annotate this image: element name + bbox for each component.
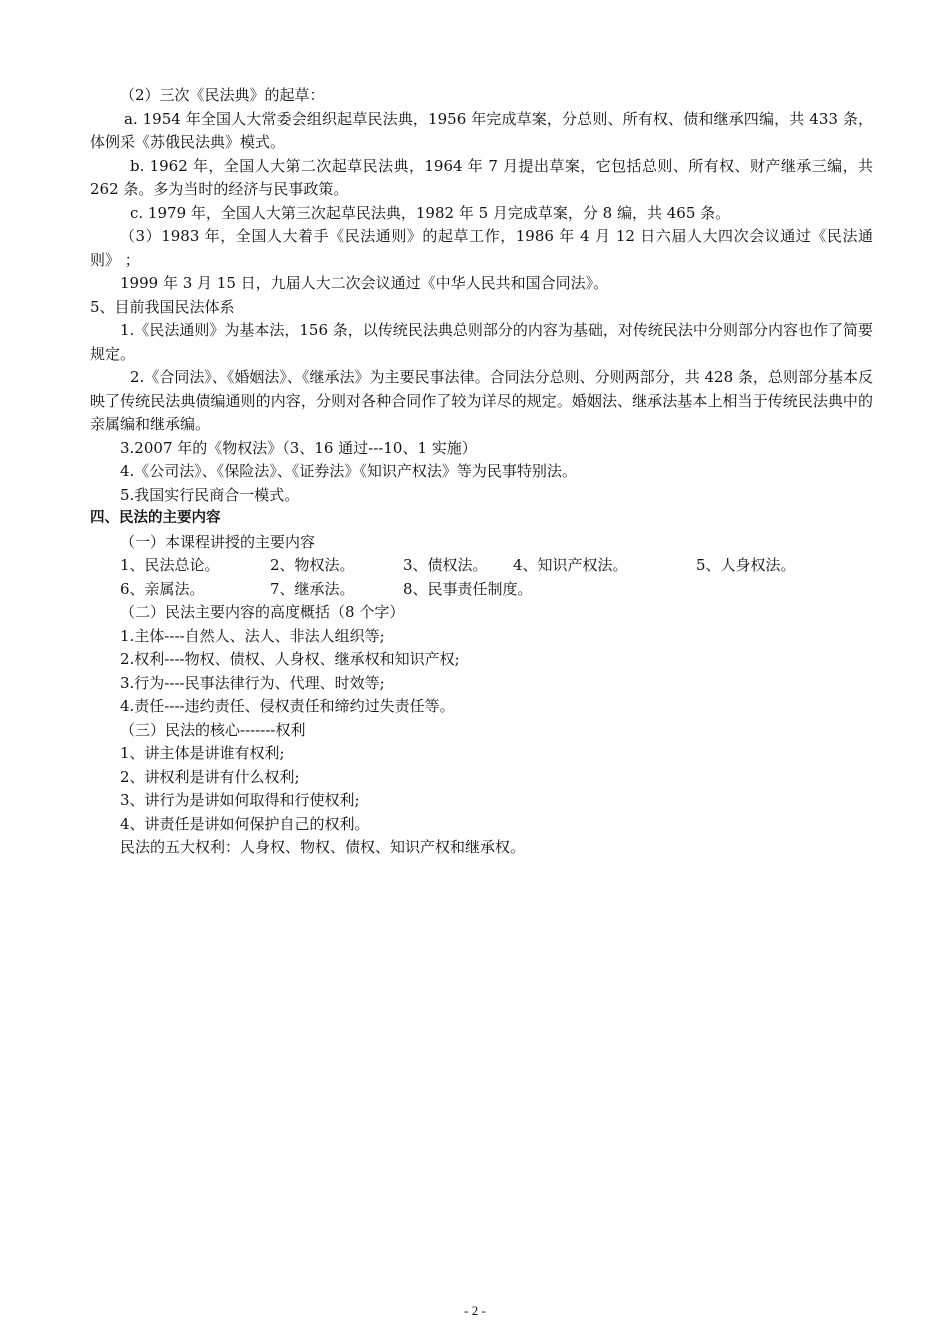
core-item: 1、讲主体是讲谁有权利; — [120, 744, 285, 762]
core-item: 2、讲权利是讲有什么权利; — [120, 767, 300, 786]
content-sub2: （二）民法主要内容的高度概括（8 个字） — [120, 603, 405, 621]
topic-item: 2、物权法。 — [270, 556, 355, 574]
system-item-2: 2.《合同法》、《婚姻法》、《继承法》为主要民事法律。合同法分总则、分则两部分，共 428 条，总则部分基本反映了传统民法典债编通则的内容，分则对各种合同作了较为详尽的规定。婚姻法、继承法基本上相当于传统民法典中的亲属编和继承编。 — [90, 368, 873, 433]
draft-b: b. 1962 年，全国人大第二次起草民法典，1964 年 7 月提出草案，它包括总则、所有权、财产继承三编，共 262 条。多为当时的经济与民事政策。 — [90, 156, 873, 198]
contract-law-paragraph: 1999 年 3 月 15 日，九届人大二次会议通过《中华人民共和国合同法》。 — [120, 274, 609, 292]
page-number: - 2 - — [464, 1303, 486, 1318]
content-heading: 四、民法的主要内容 — [90, 510, 221, 526]
topic-item: 8、民事责任制度。 — [403, 579, 533, 598]
system-heading: 5、目前我国民法体系 — [90, 297, 235, 316]
topic-item: 3、债权法。 — [403, 556, 488, 574]
system-item-1: 1.《民法通则》为基本法，156 条，以传统民法典总则部分的内容为基础，对传统民法中分则部分内容也作了简要规定。 — [90, 321, 873, 363]
summary-item: 4.责任----违约责任、侵权责任和缔约过失责任等。 — [120, 697, 455, 715]
summary-item: 3.行为----民事法律行为、代理、时效等; — [120, 673, 385, 692]
content-sub1: （一）本课程讲授的主要内容 — [120, 532, 316, 551]
system-item-5: 5.我国实行民商合一模式。 — [120, 485, 300, 504]
summary-item: 2.权利----物权、债权、人身权、继承权和知识产权; — [120, 650, 460, 668]
system-item-3: 3.2007 年的《物权法》（3、16 通过---10、1 实施） — [120, 438, 477, 457]
topic-item: 1、民法总论。 — [120, 556, 220, 574]
topic-item: 7、继承法。 — [270, 579, 355, 598]
general-rules-paragraph: （3）1983 年，全国人大着手《民法通则》的起草工作，1986 年 4 月 12 日六届人大四次会议通过《民法通则》 ； — [90, 227, 873, 269]
topic-item: 6、亲属法。 — [120, 579, 205, 598]
five-rights: 民法的五大权利：人身权、物权、债权、知识产权和继承权。 — [120, 838, 526, 856]
topics-row-2 — [90, 578, 873, 602]
topics-row-1 — [90, 554, 873, 578]
topic-item: 5、人身权法。 — [696, 556, 796, 574]
content-sub3: （三）民法的核心-------权利 — [120, 720, 306, 739]
system-item-4: 4.《公司法》、《保险法》、《证券法》《知识产权法》等为民事特别法。 — [120, 462, 577, 480]
page-content — [90, 84, 873, 860]
drafts-heading: （2）三次《民法典》的起草： — [120, 86, 325, 104]
core-item: 4、讲责任是讲如何保护自己的权利。 — [120, 814, 370, 833]
draft-a: a. 1954 年全国人大常委会组织起草民法典，1956 年完成草案，分总则、所有权、债和继承四编，共 433 条，体例采《苏俄民法典》模式。 — [90, 109, 873, 151]
core-item: 3、讲行为是讲如何取得和行使权利; — [120, 791, 360, 809]
summary-item: 1.主体----自然人、法人、非法人组织等; — [120, 626, 385, 645]
topic-item: 4、知识产权法。 — [513, 556, 628, 574]
draft-c: c. 1979 年，全国人大第三次起草民法典，1982 年 5 月完成草案，分 8 编，共 465 条。 — [130, 203, 731, 222]
